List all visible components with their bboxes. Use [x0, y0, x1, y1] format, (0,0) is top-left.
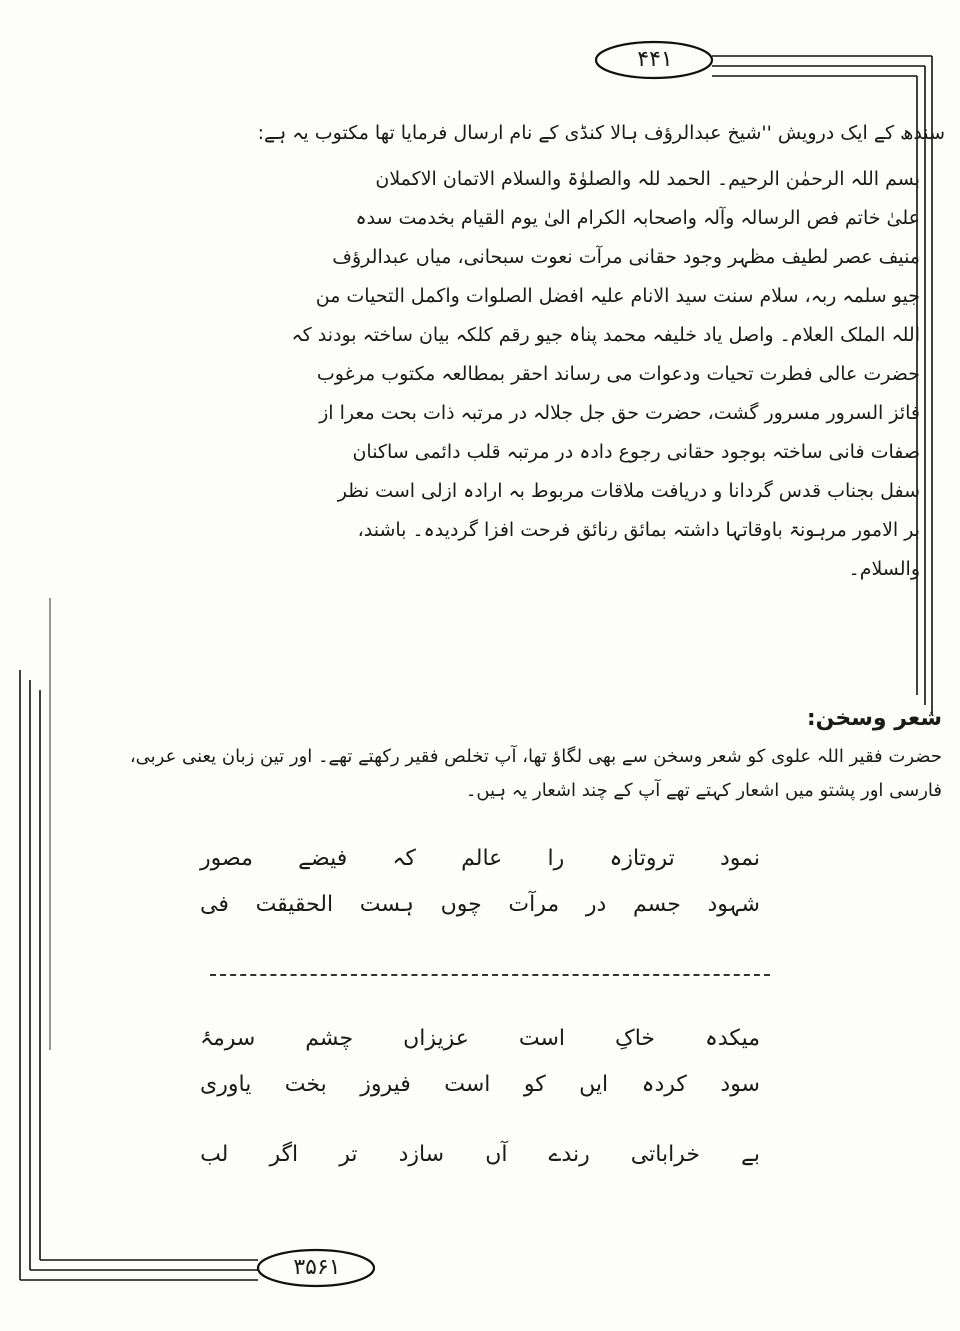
poem-word: بخت [284, 1072, 327, 1097]
poem-word: شہود [707, 892, 760, 917]
poem-word: الحقیقت [255, 892, 334, 917]
letter-line: بر الامور مرہونۃ باوقاتہا داشتہ بمائق رنائق فرحت افزا گردیدہ۔ باشند، [357, 519, 920, 541]
poem-word: سود [720, 1072, 760, 1097]
poem-word: بے [740, 1142, 760, 1167]
poem-word: فی [200, 892, 229, 917]
poem-word: مرآت [508, 892, 560, 917]
poem-word: رندے [548, 1142, 590, 1167]
paragraph-line: حضرت فقیر اللہ علوی کو شعر وسخن سے بھی لگاؤ تھا، آپ تخلص فقیر رکھتے تھے۔ اور تین زبان یعنی عربی، [129, 746, 942, 767]
poem-word: خاکِ [615, 1026, 656, 1051]
poem-word: را [547, 846, 565, 871]
poem-stanza-2 [200, 1016, 760, 1178]
poem-verse [200, 836, 760, 882]
poem-word: ایں [579, 1072, 609, 1097]
letter-line: والسلام۔ [848, 558, 920, 580]
letter-line: جیو سلمہ ربہ، سلام سنت سید الانام علیہ افضل الصلوات واکمل التحیات من [315, 285, 920, 307]
poem-stanza-1 [200, 836, 760, 928]
letter-line: اللہ الملک العلام۔ واصل یاد خلیفہ محمد پناہ جیو رقم کلکہ بیان ساختہ بودند کہ [291, 324, 920, 346]
poem-word: جسم [632, 892, 681, 917]
poem-word: است [518, 1026, 566, 1051]
poem-word: کہ [392, 846, 416, 871]
poem-word: تر [339, 1142, 358, 1167]
letter-line: علیٰ خاتم فص الرسالہ وآلہ واصحابہ الکرام الیٰ یوم القیام بخدمت سدہ [355, 207, 920, 229]
poem-word: چشم [305, 1026, 354, 1051]
poem-word: مصور [200, 846, 253, 871]
letter-body [200, 160, 920, 589]
page-number-bottom: ۳۵۶۱ [293, 1255, 341, 1280]
poem-verse [200, 1132, 760, 1178]
letter-line: حضرت عالی فطرت تحیات ودعوات می رساند احقر بمطالعہ مکتوب مرغوب [316, 363, 920, 385]
poem-word: یاوری [200, 1072, 252, 1097]
poem-word: آں [485, 1142, 508, 1167]
poem-word: تروتازہ [609, 846, 675, 871]
paragraph-line: فارسی اور پشتو میں اشعار کہتے تھے آپ کے چند اشعار یہ ہیں۔ [465, 780, 942, 801]
poem-word: میکدہ [704, 1026, 760, 1051]
poem-word: فیروز [360, 1072, 411, 1097]
poem-word: لب [200, 1142, 229, 1167]
letter-line: فائز السرور مسرور گشت، حضرت حق جل جلالہ در مرتبہ ذات بحت معرا از [319, 402, 920, 424]
section-heading: شعر وسخن: [806, 706, 942, 731]
poem-word: کردہ [641, 1072, 687, 1097]
letter-intro: سندھ کے ایک درویش ''شیخ عبدالرؤف ہالا کنڈی کے نام ارسال فرمایا تھا مکتوب یہ ہے: [257, 122, 945, 144]
poem-verse [200, 882, 760, 928]
poetry-intro-paragraph [80, 740, 942, 808]
poem-word: سرمۂ [200, 1026, 256, 1051]
poem-word: است [444, 1072, 491, 1097]
letter-line: بسم اللہ الرحمٰن الرحیم۔ الحمد للہ والصلوٰۃ والسلام الاتمان الاکملان [375, 168, 920, 190]
poem-word: ہست [359, 892, 414, 917]
letter-line: صفات فانی ساختہ بوجود حقانی رجوع دادہ در مرتبہ قلب دائمی ساکنان [352, 441, 920, 463]
letter-line: سفل بجناب قدس گردانا و دریافت ملاقات مربوط بہ ارادہ ازلی است نظر [337, 480, 920, 502]
poem-word: عزیزاں [403, 1026, 469, 1051]
poem-word: کو [523, 1072, 546, 1097]
poem-word: عالم [461, 846, 503, 871]
poem-word: خراباتی [630, 1142, 700, 1167]
poem-word: سازد [398, 1142, 445, 1167]
poem-verse [200, 1016, 760, 1062]
poem-word: فیضے [298, 846, 348, 871]
poem-word: نمود [719, 846, 760, 871]
poem-verse [200, 1062, 760, 1108]
page-number-top: ۴۴۱ [637, 47, 673, 72]
dashed-divider [210, 974, 770, 976]
poem-word: در [585, 892, 607, 917]
poem-word: چوں [440, 892, 482, 917]
letter-line: منیف عصر لطیف مظہر وجود حقانی مرآت نعوت سبحانی، میاں عبدالرؤف [332, 246, 920, 268]
poem-word: اگر [269, 1142, 299, 1167]
